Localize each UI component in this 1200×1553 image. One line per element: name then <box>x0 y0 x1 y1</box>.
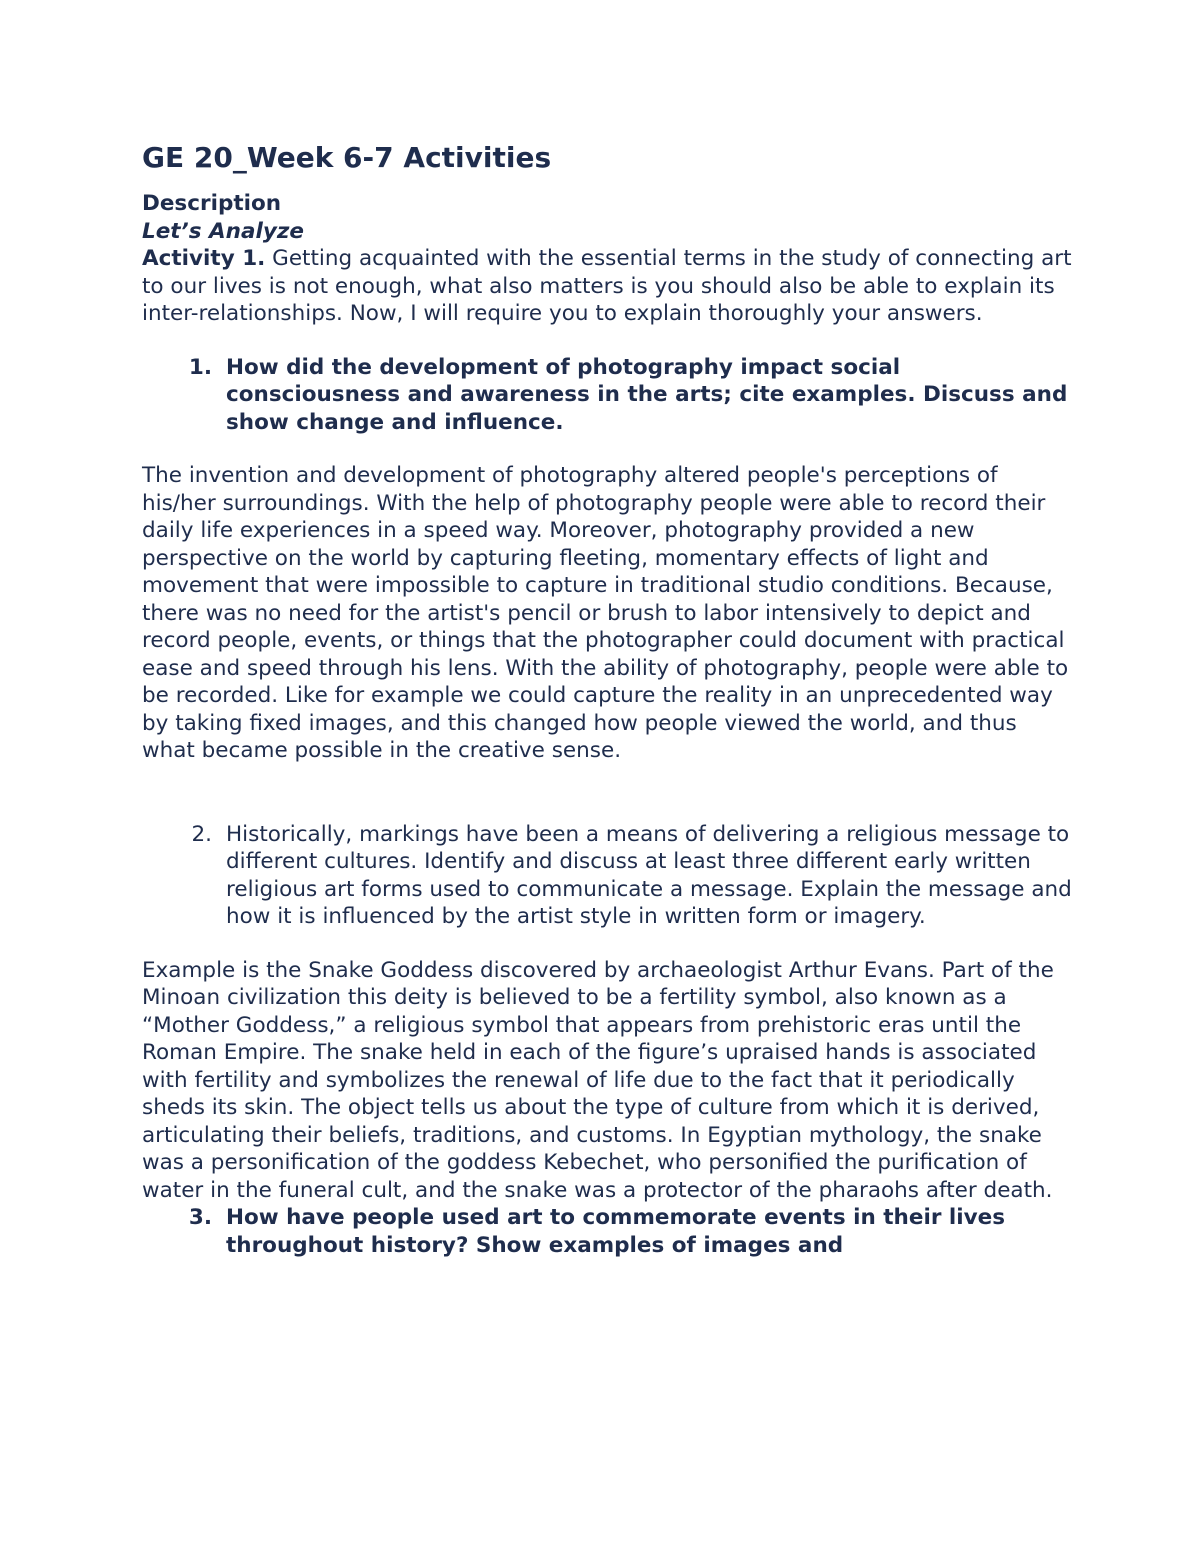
activity-text: Getting acquainted with the essential terms in the study of connecting art to our lives is not enough, what also matters is you should also be able to explain its inter-relationships. Now, I will require you to explain thoroughly your answers. <box>142 246 1072 326</box>
activity-label: Activity 1. <box>142 246 266 271</box>
question-text: How did the development of photography impact social consciousness and awareness in the arts; cite examples. Discuss and show change and influence. <box>226 354 1068 435</box>
section-label: Let’s Analyze <box>142 218 304 244</box>
question-text: Historically, markings have been a means of delivering a religious message to different cultures. Identify and discuss at least three different early written religious art forms used to communicate a message. Explain the message and how it is influenced by the artist style in written form or imagery. <box>226 821 1072 929</box>
answer-1: The invention and development of photography altered people's perceptions of his/her surroundings. With the help of photography people were able to record their daily life experiences in a speed way. Moreover, photography provided a new perspective on the world by capturing fleeting, momentary effects of light and movement that were impossible to capture in traditional studio conditions. Because, there was no need for the artist's pencil or brush to labor intensively to depict and record people, events, or things that the photographer could document with practical ease and speed through his lens. With the ability of photography, people were able to be recorded. Like for example we could capture the reality in an unprecedented way by taking fixed images, and this changed how people viewed the world, and thus what became possible in the creative sense. <box>142 463 1069 763</box>
document-title: GE 20_Week 6-7 Activities <box>142 141 552 174</box>
question-number: 2. <box>191 821 212 847</box>
question-number: 3. <box>188 1205 212 1230</box>
document-page <box>142 138 1072 1259</box>
activity-paragraph <box>142 245 1072 328</box>
question-text: How have people used art to commemorate events in their lives throughout history? Show examples of images and <box>226 1205 1006 1258</box>
question-2 <box>142 821 1072 931</box>
question-3 <box>142 1204 1072 1259</box>
question-1 <box>142 354 1072 437</box>
question-number: 1. <box>188 354 212 380</box>
description-label: Description <box>142 191 282 216</box>
answer-2: Example is the Snake Goddess discovered by archaeologist Arthur Evans. Part of the Minoan civilization this deity is believed to be a fertility symbol, also known as a “Mother Goddess,” a religious symbol that appears from prehistoric eras until the Roman Empire. The snake held in each of the figure’s upraised hands is associated with fertility and symbolizes the renewal of life due to the fact that it periodically sheds its skin. The object tells us about the type of culture from which it is derived, articulating their beliefs, traditions, and customs. In Egyptian mythology, the snake was a personification of the goddess Kebechet, who personified the purification of water in the funeral cult, and the snake was a protector of the pharaohs after death. <box>142 957 1054 1203</box>
